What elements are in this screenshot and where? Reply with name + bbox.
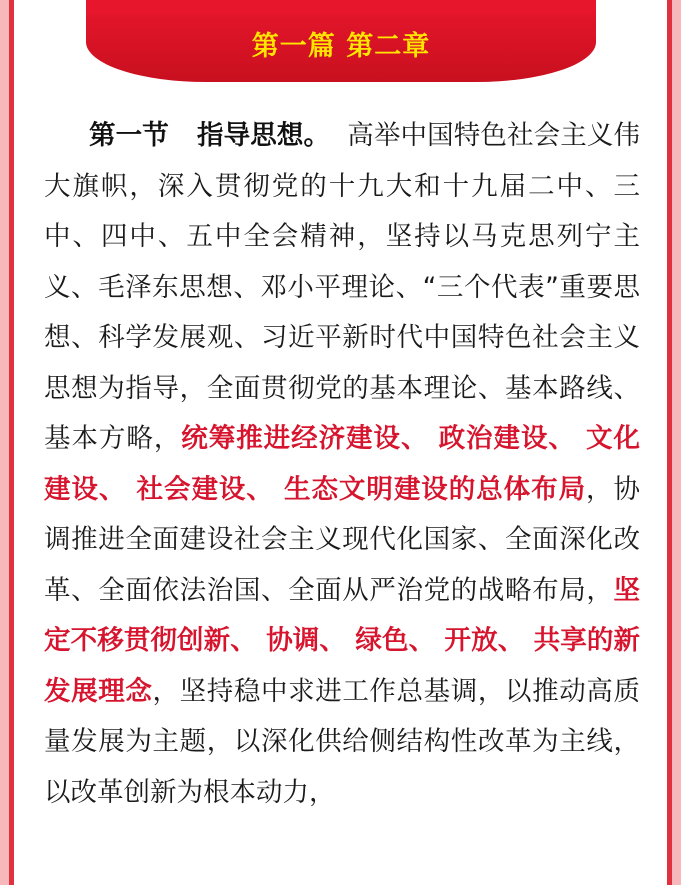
body-text-2: ，协调推进全面建设社会主义现代化国家、全面深化改革、全面依法治国、全面从严治党的战略布局， [44, 473, 641, 606]
right-border [667, 0, 681, 885]
topic-heading: 指导思想。 [196, 120, 331, 151]
section-heading: 第一节 [89, 120, 169, 151]
article-paragraph [44, 111, 640, 818]
body-text-3: ，坚持稳中求进工作总基调，以推动高质量发展为主题，以深化供给侧结构性改革为主线，以改革创新为根本动力， [44, 675, 641, 808]
body-text-1: 高举中国特色社会主义伟大旗帜，深入贯彻党的十九大和十九届二中、三中、四中、五中全会精神，坚持以马克思列宁主义、毛泽东思想、邓小平理论、“三个代表”重要思想、科学发展观、习近平新时代中国特色社会主义思想为指导，全面贯彻党的基本理论、基本路线、基本方略， [44, 120, 641, 454]
chapter-banner [86, 0, 596, 82]
left-border [0, 0, 14, 885]
banner-title: 第一篇 第二章 [251, 31, 431, 62]
highlight-text-2: 坚定不移贯彻创新、 协调、 绿色、 开放、 共享的新发展理念 [44, 574, 640, 707]
highlight-text-1: 统筹推进经济建设、 政治建设、 文化建设、 社会建设、 生态文明建设的总体布局 [44, 423, 641, 505]
